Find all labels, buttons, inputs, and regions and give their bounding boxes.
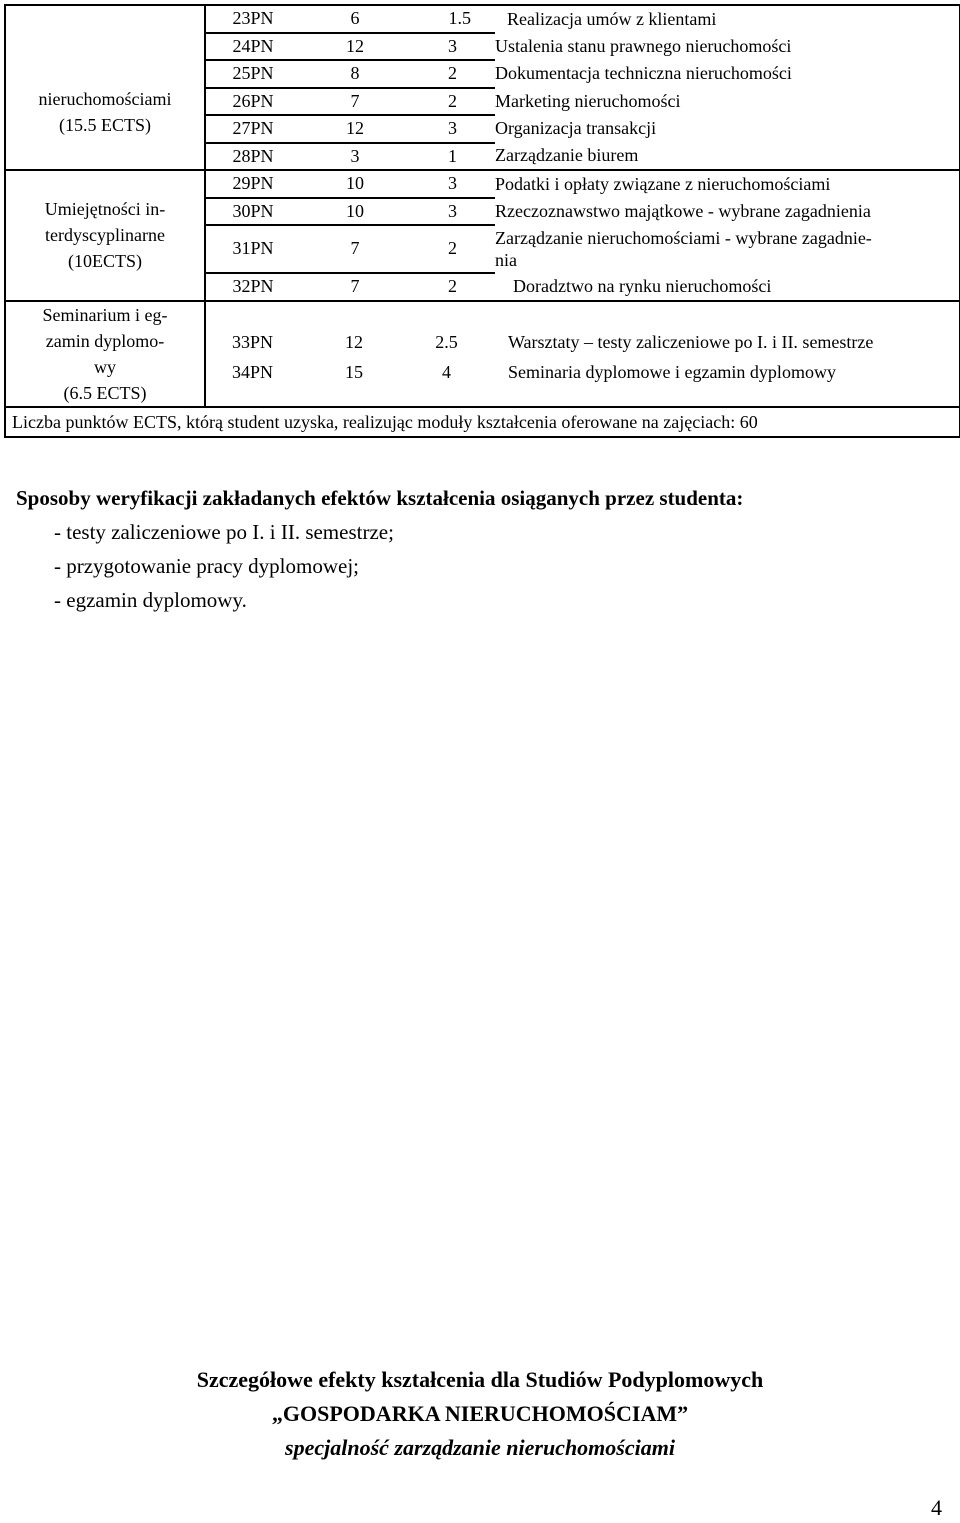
module-hours: 7 xyxy=(300,225,410,273)
module-code: 26PN xyxy=(206,88,300,116)
module-code: 31PN xyxy=(206,225,300,273)
module-name: Organizacja transakcji xyxy=(495,118,657,138)
module-ects: 1.5 xyxy=(448,8,471,28)
module-name: Seminaria dyplomowe i egzamin dyplomowy xyxy=(508,361,836,382)
seminar-names xyxy=(494,301,960,407)
module-code: 32PN xyxy=(206,273,300,300)
table-row xyxy=(206,143,959,170)
module-hours: 10 xyxy=(346,173,364,193)
module-name: Podatki i opłaty związane z nieruchomościami xyxy=(495,173,831,194)
module-name-line: nia xyxy=(495,250,517,270)
verification-item: - testy zaliczeniowe po I. i II. semestrze; xyxy=(54,520,394,544)
footer-specialization: specjalność zarządzanie nieruchomościami xyxy=(285,1435,675,1460)
table-row xyxy=(206,88,959,116)
module-ects: 2 xyxy=(410,88,495,116)
module-ects: 4 xyxy=(442,361,451,382)
module-name: Dokumentacja techniczna nieruchomości xyxy=(495,63,792,83)
verification-section xyxy=(16,481,743,617)
module-ects: 1 xyxy=(410,143,495,170)
module-ects: 3 xyxy=(410,33,495,61)
page-number: 4 xyxy=(931,1495,942,1520)
footer-line: Szczegółowe efekty kształcenia dla Studiów Podyplomowych xyxy=(196,1367,764,1392)
footer-heading xyxy=(0,1363,960,1465)
table-row xyxy=(206,6,959,33)
group-label: nieruchomościami xyxy=(38,88,172,109)
module-hours: 15 xyxy=(345,361,363,382)
verification-title: Sposoby weryfikacji zakładanych efektów kształcenia osiąganych przez studenta: xyxy=(16,486,744,510)
group-cell-seminar xyxy=(5,301,205,407)
module-ects: 3 xyxy=(410,115,495,143)
module-code: 30PN xyxy=(206,198,300,226)
verification-item: - przygotowanie pracy dyplomowej; xyxy=(54,554,359,578)
ects-summary: Liczba punktów ECTS, którą student uzyska, realizując moduły kształcenia oferowane na zajęciach: 60 xyxy=(5,407,960,437)
module-ects: 3 xyxy=(448,173,457,193)
module-name: Marketing nieruchomości xyxy=(495,90,681,111)
modules-table xyxy=(4,4,960,438)
seminar-hours xyxy=(299,301,409,407)
module-name: Rzeczoznawstwo majątkowe - wybrane zagadnienia xyxy=(495,200,871,221)
module-hours: 12 xyxy=(345,331,363,352)
group-label: terdyscyplinarne xyxy=(45,225,165,246)
group-cell-interdisciplinary xyxy=(5,170,205,301)
group-ects: (10ECTS) xyxy=(68,251,142,272)
group-cell-management xyxy=(5,5,205,170)
module-ects: 2 xyxy=(410,225,495,273)
table-row xyxy=(206,60,959,88)
module-code: 27PN xyxy=(206,115,300,143)
module-name-line: Zarządzanie nieruchomościami - wybrane zagadnie- xyxy=(495,228,872,248)
module-hours: 12 xyxy=(300,115,410,143)
table-row xyxy=(206,115,959,143)
module-hours: 7 xyxy=(300,273,410,300)
table-row xyxy=(206,171,959,198)
module-hours: 7 xyxy=(300,88,410,116)
module-ects: 2 xyxy=(410,273,495,300)
module-code: 34PN xyxy=(231,361,273,382)
module-ects: 2 xyxy=(410,60,495,88)
group-label: Seminarium i eg- xyxy=(42,304,168,325)
module-name: Doradztwo na rynku nieruchomości xyxy=(513,275,772,296)
table-row xyxy=(206,273,959,300)
group-ects: (6.5 ECTS) xyxy=(63,382,147,403)
group-rows-interdisciplinary xyxy=(205,170,960,301)
module-name xyxy=(495,225,959,273)
verification-item: - egzamin dyplomowy. xyxy=(54,588,247,612)
module-code: 24PN xyxy=(206,33,300,61)
module-ects: 2.5 xyxy=(435,331,458,352)
table-row xyxy=(206,33,959,61)
table-row xyxy=(206,225,959,273)
module-hours: 3 xyxy=(300,143,410,170)
group-label: wy xyxy=(94,356,116,377)
seminar-ects xyxy=(409,301,494,407)
footer-program-name: „GOSPODARKA NIERUCHOMOŚCIAM” xyxy=(271,1401,689,1426)
module-hours: 12 xyxy=(300,33,410,61)
module-code: 28PN xyxy=(206,143,300,170)
module-ects: 3 xyxy=(410,198,495,226)
group-rows-management xyxy=(205,5,960,170)
group-label: zamin dyplomo- xyxy=(45,330,165,351)
group-label: Umiejętności in- xyxy=(44,199,166,220)
module-hours: 10 xyxy=(300,198,410,226)
module-name: Warsztaty – testy zaliczeniowe po I. i II. semestrze xyxy=(508,331,874,352)
module-hours: 6 xyxy=(350,8,360,28)
seminar-codes xyxy=(205,301,299,407)
module-code: 25PN xyxy=(206,60,300,88)
module-code: 29PN xyxy=(232,173,274,193)
module-hours: 8 xyxy=(300,60,410,88)
table-row xyxy=(206,198,959,226)
module-name: Zarządzanie biurem xyxy=(495,145,639,165)
module-name: Realizacja umów z klientami xyxy=(507,8,717,29)
module-code: 33PN xyxy=(231,331,273,352)
group-ects: (15.5 ECTS) xyxy=(59,114,151,135)
module-code: 23PN xyxy=(232,8,274,28)
module-name: Ustalenia stanu prawnego nieruchomości xyxy=(495,35,792,56)
